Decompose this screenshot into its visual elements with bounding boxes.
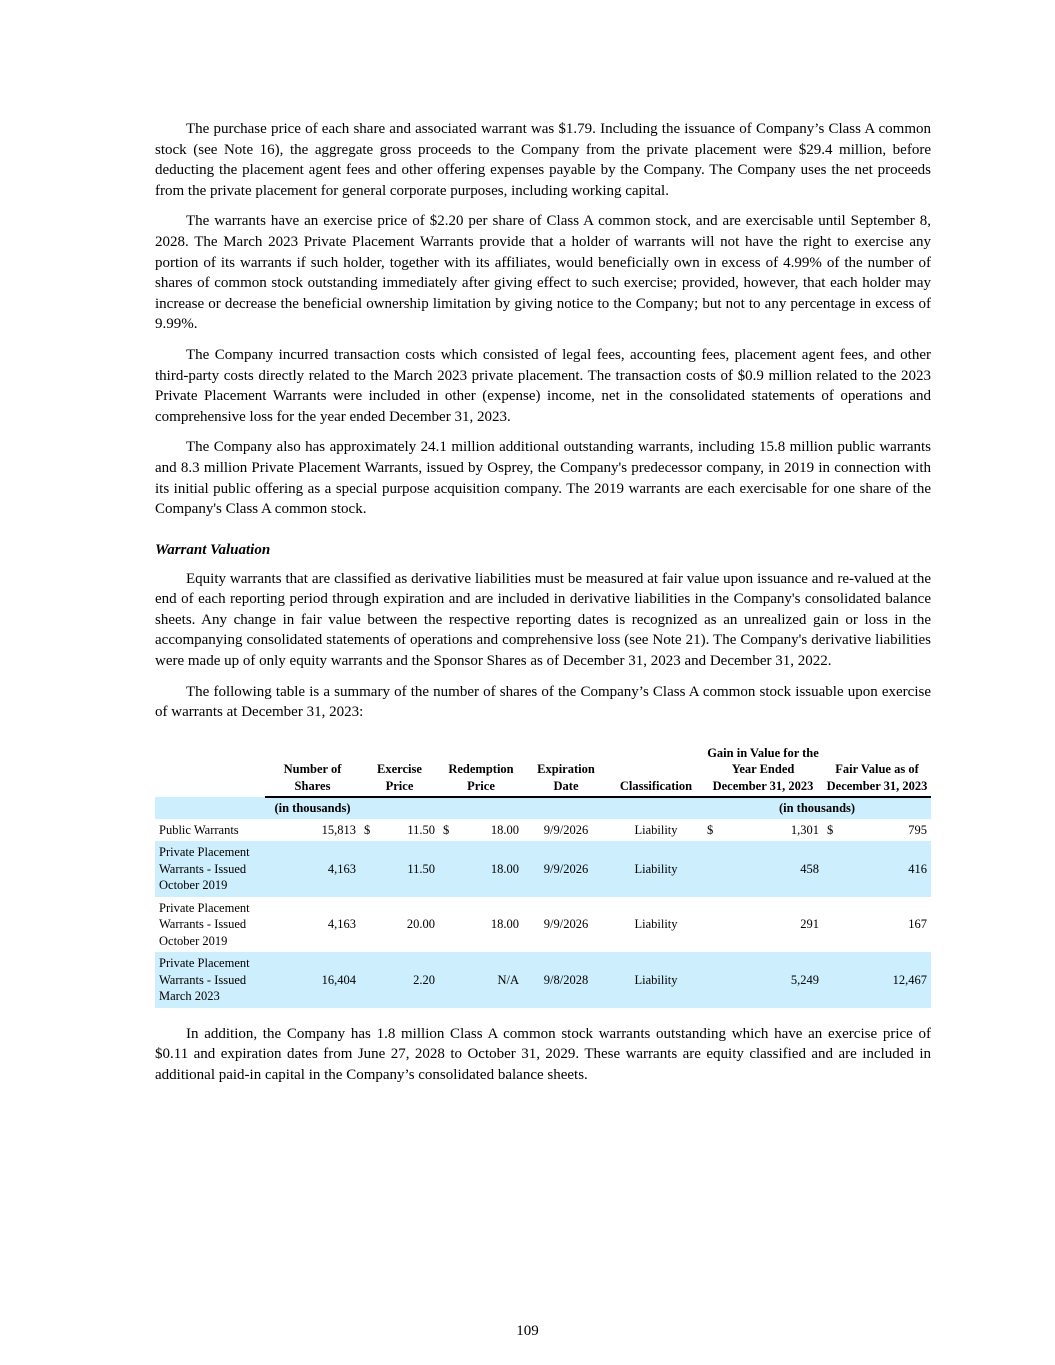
cell-shares: 4,163 [327,917,356,932]
cell-dollar: $ [364,822,371,837]
cell-redemption-price: N/A [453,952,523,1008]
paragraph: The Company incurred transaction costs which consisted of legal fees, accounting fees, placement agent fees, and other third-party costs directly related to the March 2023 private placement. The transaction costs of $0.9 million related to the 2023 Private Placement Warrants were included in other (expense) income, net in the consolidated statements of operations and comprehensive loss for the year ended December 31, 2023. [155,346,931,425]
cell-classification: Liability [609,841,703,897]
cell-dollar [823,897,837,953]
col-header: Redemption Price [439,745,523,798]
cell-label: Private Placement Warrants - Issued October 2019 [159,900,250,948]
cell-gain-value: 291 [800,917,820,932]
cell-dollar [703,897,717,953]
col-header: Expiration Date [523,745,609,798]
cell-classification: Liability [634,917,678,932]
cell-redemption-price: 18.00 [490,917,519,932]
section-heading: Warrant Valuation [155,541,271,558]
cell-expiration-date: 9/9/2026 [523,841,609,897]
paragraph: Equity warrants that are classified as derivative liabilities must be measured at fair value upon issuance and re-valued at the end of each reporting period through expiration and are included in derivative liabilities in the Company's consolidated balance sheets. Any change in fair value between the respective reporting dates is recognized as an unrealized gain or loss in the accompanying consolidated statements of operations and comprehensive loss (see Note 21). The Company's derivative liabilities were made up of only equity warrants and the Sponsor Shares as of December 31, 2023 and December 31, 2022. [155,570,931,670]
cell-expiration-date: 9/9/2026 [543,917,589,932]
cell-gain-value: 1,301 [790,822,820,837]
cell-gain-value: 5,249 [717,952,823,1008]
col-header: Classification [609,745,703,798]
cell-exercise-price: 2.20 [374,952,439,1008]
table-row [155,897,931,953]
units-label: (in thousands) [265,797,360,819]
cell-dollar: $ [443,822,450,837]
paragraph: The Company also has approximately 24.1 million additional outstanding warrants, including 15.8 million public warrants and 8.3 million Private Placement Warrants, issued by Osprey, the Company's predecessor company, in 2019 in connection with its initial public offering as a special purpose acquisition company. The 2019 warrants are each exercisable for one share of the Company's Class A common stock. [155,439,931,518]
col-header: Number of Shares [265,745,360,798]
table-row [155,819,931,842]
cell-gain-value: 458 [717,841,823,897]
page-number: 109 [516,1323,539,1339]
cell-dollar [360,952,374,1008]
cell-dollar [823,841,837,897]
cell-fair-value: 416 [837,841,931,897]
paragraph: The following table is a summary of the number of shares of the Company’s Class A common stock issuable upon exercise of warrants at December 31, 2023: [155,683,931,721]
text-column [155,119,931,1096]
cell-label: Private Placement Warrants - Issued October 2019 [155,841,265,897]
cell-fair-value: 795 [908,822,928,837]
paragraph: The purchase price of each share and associated warrant was $1.79. Including the issuance of Company’s Class A common stock (see Note 16), the aggregate gross proceeds to the Company from the private placement were $29.4 million, before deducting the placement agent fees and other offering expenses payable by the Company. The Company uses the net proceeds from the private placement for general corporate purposes, including working capital. [155,121,931,199]
cell-dollar [439,897,453,953]
cell-shares: 15,813 [321,822,356,837]
cell-exercise-price: 11.50 [407,822,435,837]
cell-expiration-date: 9/8/2028 [523,952,609,1008]
cell-dollar [439,841,453,897]
paragraph: The warrants have an exercise price of $2.20 per share of Class A common stock, and are exercisable until September 8, 2028. The March 2023 Private Placement Warrants provide that a holder of warrants will not have the right to exercise any portion of its warrants if such holder, together with its affiliates, would beneficially own in excess of 4.99% of the number of shares of common stock outstanding immediately after giving effect to such exercise; provided, however, that each holder may increase or decrease the beneficial ownership limitation by giving notice to the Company; but not to any percentage in excess of 9.99%. [155,213,931,333]
cell-fair-value: 12,467 [837,952,931,1008]
warrants-table [155,745,931,1008]
col-header: Gain in Value for the Year Ended December 31, 2023 [703,745,823,798]
table-row [155,841,931,897]
cell-dollar [703,952,717,1008]
paragraph: In addition, the Company has 1.8 million Class A common stock warrants outstanding which have an exercise price of $0.11 and expiration dates from June 27, 2028 to October 31, 2029. These warrants are equity classified and are included in additional paid-in capital in the Company’s consolidated balance sheets. [155,1025,931,1084]
table-row [155,952,931,1008]
units-label: (in thousands) [703,797,931,819]
col-header: Exercise Price [360,745,439,798]
cell-dollar [823,952,837,1008]
cell-redemption-price: 18.00 [453,841,523,897]
cell-exercise-price: 20.00 [406,917,435,932]
cell-dollar: $ [707,822,714,837]
cell-dollar [703,841,717,897]
cell-label: Public Warrants [159,822,239,837]
units-row [155,797,931,819]
col-header: Fair Value as of December 31, 2023 [823,745,931,798]
cell-classification: Liability [634,822,678,837]
cell-classification: Liability [609,952,703,1008]
cell-shares: 16,404 [265,952,360,1008]
cell-dollar [360,841,374,897]
cell-exercise-price: 11.50 [374,841,439,897]
table-header-row [155,745,931,798]
cell-redemption-price: 18.00 [490,822,519,837]
cell-label: Private Placement Warrants - Issued March 2023 [155,952,265,1008]
cell-expiration-date: 9/9/2026 [543,822,589,837]
cell-shares: 4,163 [265,841,360,897]
cell-dollar [439,952,453,1008]
cell-dollar: $ [827,822,834,837]
cell-fair-value: 167 [908,917,928,932]
cell-dollar [360,897,374,953]
